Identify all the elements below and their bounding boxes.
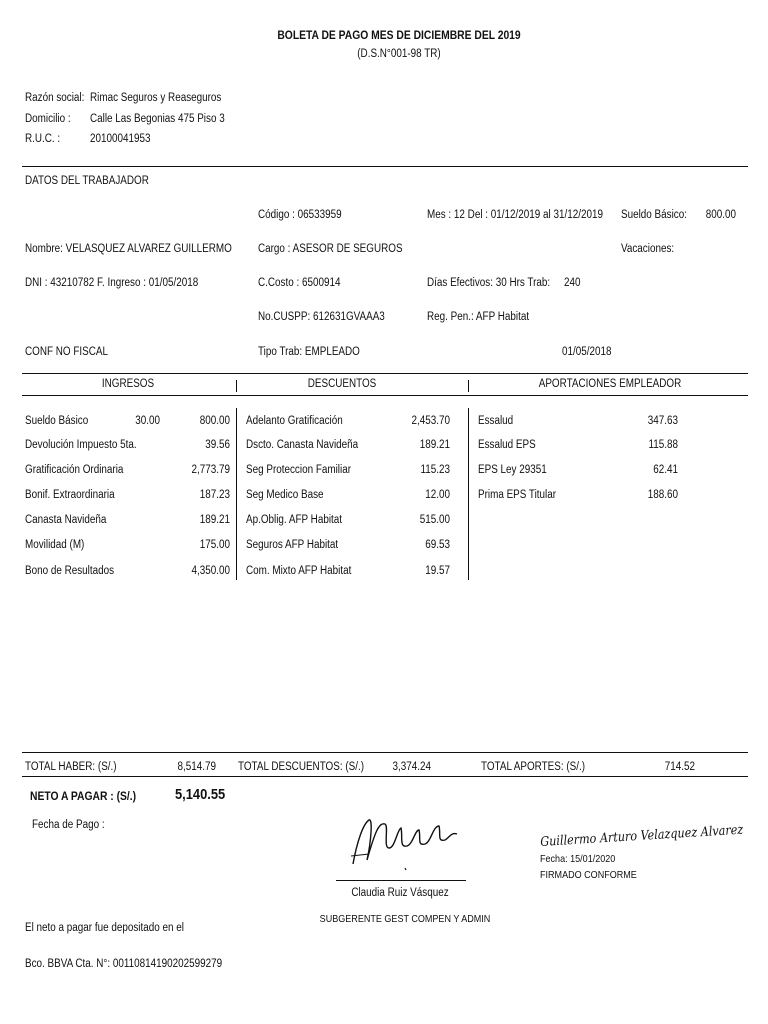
neto-value: 5,140.55 bbox=[175, 786, 226, 803]
domicilio-label: Domicilio : bbox=[25, 113, 71, 125]
ingresos-row-amount: 187.23 bbox=[199, 489, 230, 501]
worker-codigo: Código : 06533959 bbox=[258, 209, 342, 221]
razon-label: Razón social: bbox=[25, 92, 85, 104]
total-descuentos-label: TOTAL DESCUENTOS: (S/.) bbox=[238, 761, 365, 773]
descuentos-row-label: Seguros AFP Habitat bbox=[246, 539, 339, 551]
total-aportes-value: 714.52 bbox=[664, 761, 695, 773]
divider-columns-bottom bbox=[22, 395, 748, 396]
worker-fecha: 01/05/2018 bbox=[562, 346, 612, 358]
ingresos-row-amount: 2,773.79 bbox=[191, 464, 230, 476]
signer-name: Claudia Ruiz Vásquez bbox=[351, 887, 449, 899]
domicilio-value: Calle Las Begonias 475 Piso 3 bbox=[90, 113, 225, 125]
descuentos-row-label: Seg Proteccion Familiar bbox=[246, 464, 351, 476]
aportes-row-amount: 115.88 bbox=[648, 439, 678, 451]
descuentos-row-amount: 12.00 bbox=[425, 489, 450, 501]
total-haber-value: 8,514.79 bbox=[177, 761, 216, 773]
ingresos-row-amount: 175.00 bbox=[199, 539, 230, 551]
razon-value: Rimac Seguros y Reaseguros bbox=[90, 92, 222, 104]
ingresos-header: INGRESOS bbox=[101, 378, 155, 390]
worker-cuspp: No.CUSPP: 612631GVAAA3 bbox=[258, 311, 385, 323]
document-title: BOLETA DE PAGO MES DE DICIEMBRE DEL 2019 bbox=[277, 28, 521, 42]
total-aportes-label: TOTAL APORTES: (S/.) bbox=[481, 761, 586, 773]
ingresos-row-label: Canasta Navideña bbox=[25, 514, 107, 526]
descuentos-row-amount: 69.53 bbox=[425, 539, 450, 551]
aportes-row-amount: 62.41 bbox=[653, 464, 678, 476]
descuentos-row-label: Com. Mixto AFP Habitat bbox=[246, 565, 352, 577]
ingresos-row-qty: 30.00 bbox=[135, 415, 160, 427]
worker-tipo: Tipo Trab: EMPLEADO bbox=[258, 346, 360, 358]
ingresos-row-label: Devolución Impuesto 5ta. bbox=[25, 439, 137, 451]
ruc-label: R.U.C. : bbox=[25, 133, 61, 145]
worker-regpen: Reg. Pen.: AFP Habitat bbox=[427, 311, 530, 323]
signer-role: SUBGERENTE GEST COMPEN Y ADMIN bbox=[319, 913, 491, 925]
ingresos-row-amount: 4,350.00 bbox=[191, 565, 230, 577]
firmado-conforme: FIRMADO CONFORME bbox=[540, 869, 637, 881]
ingresos-row-label: Movilidad (M) bbox=[25, 539, 85, 551]
signature-image bbox=[345, 812, 465, 872]
worker-hrs: 240 bbox=[564, 277, 581, 289]
ingresos-row-label: Bonif. Extraordinaria bbox=[25, 489, 115, 501]
body-sep-1 bbox=[236, 408, 237, 580]
column-sep-1 bbox=[236, 380, 237, 392]
worker-nombre: Nombre: VELASQUEZ ALVAREZ GUILLERMO bbox=[25, 243, 232, 255]
cuenta-text: Bco. BBVA Cta. N°: 00110814190202599279 bbox=[25, 958, 223, 970]
descuentos-row-label: Seg Medico Base bbox=[246, 489, 324, 501]
worker-cargo: Cargo : ASESOR DE SEGUROS bbox=[258, 243, 403, 255]
aportes-row-label: Essalud bbox=[478, 415, 514, 427]
descuentos-row-label: Dscto. Canasta Navideña bbox=[246, 439, 359, 451]
ingresos-row-amount: 800.00 bbox=[199, 415, 230, 427]
aportes-row-label: EPS Ley 29351 bbox=[478, 464, 547, 476]
divider-columns-top bbox=[22, 373, 748, 374]
descuentos-row-amount: 19.57 bbox=[425, 565, 450, 577]
neto-label: NETO A PAGAR : (S/.) bbox=[30, 789, 137, 803]
aportes-row-label: Prima EPS Titular bbox=[478, 489, 557, 501]
total-descuentos-value: 3,374.24 bbox=[392, 761, 431, 773]
ruc-value: 20100041953 bbox=[90, 133, 151, 145]
worker-signature: Guillermo Arturo Velazquez Alvarez bbox=[539, 822, 744, 850]
descuentos-row-label: Ap.Oblig. AFP Habitat bbox=[246, 514, 343, 526]
worker-dias: Días Efectivos: 30 Hrs Trab: bbox=[427, 277, 551, 289]
ingresos-row-amount: 39.56 bbox=[205, 439, 230, 451]
ingresos-row-label: Sueldo Básico bbox=[25, 415, 89, 427]
descuentos-row-amount: 2,453.70 bbox=[411, 415, 450, 427]
worker-mes: Mes : 12 Del : 01/12/2019 al 31/12/2019 bbox=[427, 209, 603, 221]
fecha-pago-label: Fecha de Pago : bbox=[32, 819, 105, 831]
aportes-row-label: Essalud EPS bbox=[478, 439, 536, 451]
divider-totals bbox=[22, 752, 748, 753]
worker-section-label: DATOS DEL TRABAJADOR bbox=[25, 175, 149, 187]
sueldo-value: 800.00 bbox=[705, 209, 736, 221]
ingresos-row-label: Bono de Resultados bbox=[25, 565, 115, 577]
aportes-row-amount: 347.63 bbox=[647, 415, 678, 427]
deposito-text: El neto a pagar fue depositado en el bbox=[25, 922, 184, 934]
ingresos-row-amount: 189.21 bbox=[199, 514, 230, 526]
descuentos-row-amount: 115.23 bbox=[420, 464, 450, 476]
ingresos-row-label: Gratificación Ordinaria bbox=[25, 464, 124, 476]
signature-line bbox=[336, 880, 466, 881]
descuentos-row-amount: 189.21 bbox=[419, 439, 450, 451]
vacaciones-label: Vacaciones: bbox=[621, 243, 675, 255]
descuentos-row-label: Adelanto Gratificación bbox=[246, 415, 343, 427]
descuentos-header: DESCUENTOS bbox=[307, 378, 377, 390]
aportaciones-header: APORTACIONES EMPLEADOR bbox=[538, 378, 682, 390]
total-haber-label: TOTAL HABER: (S/.) bbox=[25, 761, 117, 773]
descuentos-row-amount: 515.00 bbox=[419, 514, 450, 526]
fecha-firma: Fecha: 15/01/2020 bbox=[540, 853, 616, 865]
document-subtitle: (D.S.N°001-98 TR) bbox=[357, 48, 441, 60]
column-sep-2 bbox=[468, 380, 469, 392]
worker-dni: DNI : 43210782 F. Ingreso : 01/05/2018 bbox=[25, 277, 199, 289]
divider-totals-bottom bbox=[22, 776, 748, 777]
sueldo-label: Sueldo Básico: bbox=[621, 209, 687, 221]
aportes-row-amount: 188.60 bbox=[647, 489, 678, 501]
worker-costo: C.Costo : 6500914 bbox=[258, 277, 341, 289]
body-sep-2 bbox=[468, 408, 469, 580]
divider-top bbox=[22, 166, 748, 167]
conf-fiscal: CONF NO FISCAL bbox=[25, 346, 108, 358]
